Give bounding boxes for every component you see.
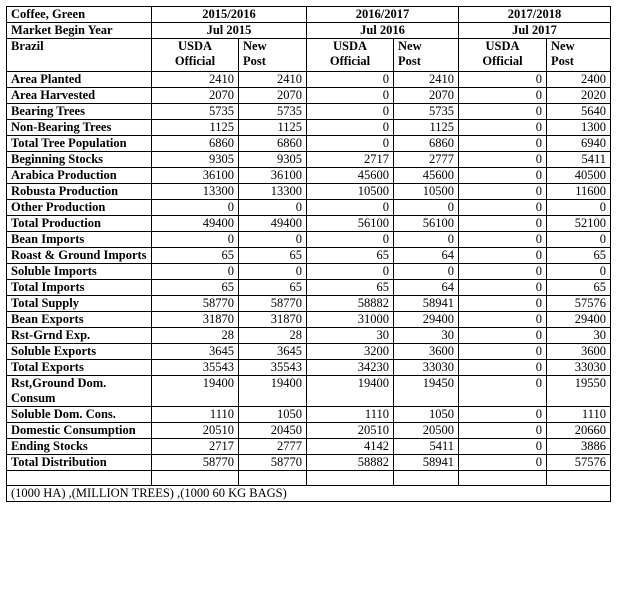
- cell-value: 9305: [152, 152, 239, 168]
- cell-value: 20510: [307, 423, 394, 439]
- cell-value: 3600: [394, 344, 459, 360]
- cell-value: 5735: [394, 104, 459, 120]
- cell-value: 3886: [547, 439, 611, 455]
- table-row: [7, 216, 611, 232]
- cell-value: 0: [307, 136, 394, 152]
- cell-value: 33030: [394, 360, 459, 376]
- table-row: [7, 88, 611, 104]
- empty-cell: [7, 471, 152, 486]
- new-post-header-2: New Post: [394, 39, 459, 72]
- empty-cell: [307, 471, 394, 486]
- market-begin-2: Jul 2016: [307, 23, 459, 39]
- empty-cell: [239, 471, 307, 486]
- cell-value: 35543: [239, 360, 307, 376]
- cell-value: 6860: [394, 136, 459, 152]
- table-row: [7, 423, 611, 439]
- cell-value: 0: [307, 120, 394, 136]
- table-row: [7, 407, 611, 423]
- cell-value: 0: [459, 216, 547, 232]
- cell-value: 65: [152, 280, 239, 296]
- cell-value: 2070: [152, 88, 239, 104]
- cell-value: 13300: [239, 184, 307, 200]
- country-label: Brazil: [7, 39, 152, 72]
- cell-value: 3600: [547, 344, 611, 360]
- cell-value: 0: [394, 264, 459, 280]
- row-label: Robusta Production: [7, 184, 152, 200]
- cell-value: 6940: [547, 136, 611, 152]
- usda-official-header-3: USDA Official: [459, 39, 547, 72]
- cell-value: 0: [459, 248, 547, 264]
- row-label: Total Exports: [7, 360, 152, 376]
- cell-value: 0: [547, 264, 611, 280]
- cell-value: 0: [459, 328, 547, 344]
- row-label: Bearing Trees: [7, 104, 152, 120]
- row-label: Area Harvested: [7, 88, 152, 104]
- cell-value: 0: [459, 232, 547, 248]
- table-row: [7, 120, 611, 136]
- new-post-header-1: New Post: [239, 39, 307, 72]
- units-footnote: (1000 HA) ,(MILLION TREES) ,(1000 60 KG BAGS): [7, 486, 611, 502]
- table-row: [7, 184, 611, 200]
- usda-official-header-1: USDA Official: [152, 39, 239, 72]
- cell-value: 20660: [547, 423, 611, 439]
- cell-value: 0: [239, 232, 307, 248]
- cell-value: 0: [307, 104, 394, 120]
- cell-value: 10500: [394, 184, 459, 200]
- table-row: [7, 280, 611, 296]
- cell-value: 58882: [307, 296, 394, 312]
- cell-value: 0: [459, 72, 547, 88]
- table-row: [7, 312, 611, 328]
- cell-value: 0: [547, 232, 611, 248]
- cell-value: 0: [239, 200, 307, 216]
- cell-value: 0: [307, 88, 394, 104]
- market-begin-3: Jul 2017: [459, 23, 611, 39]
- row-label: Rst,Ground Dom. Consum: [7, 376, 152, 407]
- row-label: Bean Imports: [7, 232, 152, 248]
- cell-value: 29400: [394, 312, 459, 328]
- cell-value: 33030: [547, 360, 611, 376]
- cell-value: 6860: [152, 136, 239, 152]
- cell-value: 65: [152, 248, 239, 264]
- cell-value: 0: [459, 88, 547, 104]
- cell-value: 1050: [394, 407, 459, 423]
- cell-value: 0: [459, 312, 547, 328]
- cell-value: 1125: [239, 120, 307, 136]
- cell-value: 31870: [152, 312, 239, 328]
- cell-value: 58941: [394, 455, 459, 471]
- cell-value: 0: [307, 72, 394, 88]
- cell-value: 30: [547, 328, 611, 344]
- cell-value: 2410: [394, 72, 459, 88]
- cell-value: 64: [394, 248, 459, 264]
- cell-value: 0: [394, 200, 459, 216]
- cell-value: 56100: [307, 216, 394, 232]
- cell-value: 1110: [547, 407, 611, 423]
- market-begin-1: Jul 2015: [152, 23, 307, 39]
- cell-value: 58882: [307, 455, 394, 471]
- footnote-row: [7, 486, 611, 502]
- cell-value: 0: [152, 200, 239, 216]
- cell-value: 0: [459, 120, 547, 136]
- cell-value: 2717: [152, 439, 239, 455]
- empty-cell: [459, 471, 547, 486]
- cell-value: 56100: [394, 216, 459, 232]
- commodity-label: Coffee, Green: [7, 7, 152, 23]
- empty-cell: [152, 471, 239, 486]
- cell-value: 1125: [394, 120, 459, 136]
- cell-value: 0: [307, 232, 394, 248]
- year-header-3: 2017/2018: [459, 7, 611, 23]
- cell-value: 5640: [547, 104, 611, 120]
- table-row: [7, 104, 611, 120]
- cell-value: 2070: [239, 88, 307, 104]
- cell-value: 45600: [307, 168, 394, 184]
- row-label: Rst-Grnd Exp.: [7, 328, 152, 344]
- cell-value: 19550: [547, 376, 611, 407]
- row-label: Soluble Imports: [7, 264, 152, 280]
- cell-value: 2400: [547, 72, 611, 88]
- cell-value: 1110: [152, 407, 239, 423]
- table-row: [7, 439, 611, 455]
- year-header-1: 2015/2016: [152, 7, 307, 23]
- cell-value: 3200: [307, 344, 394, 360]
- new-post-header-3: New Post: [547, 39, 611, 72]
- table-row: [7, 376, 611, 407]
- cell-value: 2410: [239, 72, 307, 88]
- cell-value: 11600: [547, 184, 611, 200]
- table-row: [7, 455, 611, 471]
- row-label: Soluble Dom. Cons.: [7, 407, 152, 423]
- cell-value: 5411: [394, 439, 459, 455]
- cell-value: 58770: [239, 296, 307, 312]
- cell-value: 36100: [152, 168, 239, 184]
- usda-official-header-2: USDA Official: [307, 39, 394, 72]
- cell-value: 65: [239, 280, 307, 296]
- cell-value: 0: [459, 407, 547, 423]
- cell-value: 1050: [239, 407, 307, 423]
- cell-value: 0: [152, 264, 239, 280]
- cell-value: 1110: [307, 407, 394, 423]
- cell-value: 0: [307, 264, 394, 280]
- cell-value: 2020: [547, 88, 611, 104]
- row-label: Area Planted: [7, 72, 152, 88]
- cell-value: 0: [459, 376, 547, 407]
- cell-value: 0: [459, 296, 547, 312]
- cell-value: 58770: [152, 296, 239, 312]
- cell-value: 49400: [152, 216, 239, 232]
- cell-value: 9305: [239, 152, 307, 168]
- cell-value: 0: [459, 423, 547, 439]
- row-label: Total Production: [7, 216, 152, 232]
- row-label: Total Tree Population: [7, 136, 152, 152]
- cell-value: 19450: [394, 376, 459, 407]
- cell-value: 58770: [239, 455, 307, 471]
- market-begin-label: Market Begin Year: [7, 23, 152, 39]
- cell-value: 0: [459, 280, 547, 296]
- table-row: [7, 248, 611, 264]
- cell-value: 65: [547, 280, 611, 296]
- cell-value: 0: [459, 360, 547, 376]
- cell-value: 40500: [547, 168, 611, 184]
- cell-value: 0: [459, 152, 547, 168]
- cell-value: 45600: [394, 168, 459, 184]
- cell-value: 0: [459, 136, 547, 152]
- table-row: [7, 328, 611, 344]
- cell-value: 3645: [152, 344, 239, 360]
- spacer-row: [7, 471, 611, 486]
- row-label: Domestic Consumption: [7, 423, 152, 439]
- cell-value: 31000: [307, 312, 394, 328]
- cell-value: 0: [239, 264, 307, 280]
- cell-value: 65: [307, 248, 394, 264]
- cell-value: 57576: [547, 296, 611, 312]
- empty-cell: [547, 471, 611, 486]
- cell-value: 20450: [239, 423, 307, 439]
- table-row: [7, 168, 611, 184]
- row-label: Total Imports: [7, 280, 152, 296]
- cell-value: 2070: [394, 88, 459, 104]
- cell-value: 31870: [239, 312, 307, 328]
- empty-cell: [394, 471, 459, 486]
- row-label: Soluble Exports: [7, 344, 152, 360]
- cell-value: 57576: [547, 455, 611, 471]
- row-label: Roast & Ground Imports: [7, 248, 152, 264]
- cell-value: 30: [394, 328, 459, 344]
- cell-value: 0: [152, 232, 239, 248]
- cell-value: 0: [307, 200, 394, 216]
- psd-table-container: [6, 6, 611, 502]
- cell-value: 65: [547, 248, 611, 264]
- cell-value: 6860: [239, 136, 307, 152]
- coffee-psd-table: [6, 6, 611, 502]
- cell-value: 49400: [239, 216, 307, 232]
- table-row: [7, 296, 611, 312]
- cell-value: 34230: [307, 360, 394, 376]
- table-row: [7, 344, 611, 360]
- cell-value: 10500: [307, 184, 394, 200]
- cell-value: 2717: [307, 152, 394, 168]
- table-row: [7, 152, 611, 168]
- cell-value: 30: [307, 328, 394, 344]
- table-row: [7, 232, 611, 248]
- table-row: [7, 136, 611, 152]
- table-row: [7, 264, 611, 280]
- table-row: [7, 200, 611, 216]
- cell-value: 1125: [152, 120, 239, 136]
- cell-value: 19400: [152, 376, 239, 407]
- cell-value: 58941: [394, 296, 459, 312]
- cell-value: 0: [459, 439, 547, 455]
- cell-value: 4142: [307, 439, 394, 455]
- table-row: [7, 72, 611, 88]
- cell-value: 0: [394, 232, 459, 248]
- cell-value: 64: [394, 280, 459, 296]
- row-label: Total Supply: [7, 296, 152, 312]
- row-label: Beginning Stocks: [7, 152, 152, 168]
- cell-value: 65: [239, 248, 307, 264]
- cell-value: 2777: [239, 439, 307, 455]
- year-header-2: 2016/2017: [307, 7, 459, 23]
- cell-value: 29400: [547, 312, 611, 328]
- table-row: [7, 360, 611, 376]
- cell-value: 1300: [547, 120, 611, 136]
- cell-value: 5735: [239, 104, 307, 120]
- cell-value: 3645: [239, 344, 307, 360]
- cell-value: 0: [459, 455, 547, 471]
- cell-value: 65: [307, 280, 394, 296]
- row-label: Arabica Production: [7, 168, 152, 184]
- row-label: Ending Stocks: [7, 439, 152, 455]
- cell-value: 35543: [152, 360, 239, 376]
- cell-value: 52100: [547, 216, 611, 232]
- cell-value: 36100: [239, 168, 307, 184]
- cell-value: 0: [459, 344, 547, 360]
- row-label: Total Distribution: [7, 455, 152, 471]
- cell-value: 19400: [239, 376, 307, 407]
- cell-value: 28: [152, 328, 239, 344]
- cell-value: 58770: [152, 455, 239, 471]
- cell-value: 0: [459, 184, 547, 200]
- cell-value: 5411: [547, 152, 611, 168]
- cell-value: 0: [459, 168, 547, 184]
- cell-value: 5735: [152, 104, 239, 120]
- cell-value: 0: [459, 200, 547, 216]
- row-label: Bean Exports: [7, 312, 152, 328]
- cell-value: 2410: [152, 72, 239, 88]
- cell-value: 20510: [152, 423, 239, 439]
- cell-value: 28: [239, 328, 307, 344]
- cell-value: 2777: [394, 152, 459, 168]
- cell-value: 20500: [394, 423, 459, 439]
- row-label: Other Production: [7, 200, 152, 216]
- cell-value: 0: [459, 264, 547, 280]
- row-label: Non-Bearing Trees: [7, 120, 152, 136]
- cell-value: 0: [459, 104, 547, 120]
- cell-value: 19400: [307, 376, 394, 407]
- cell-value: 13300: [152, 184, 239, 200]
- cell-value: 0: [547, 200, 611, 216]
